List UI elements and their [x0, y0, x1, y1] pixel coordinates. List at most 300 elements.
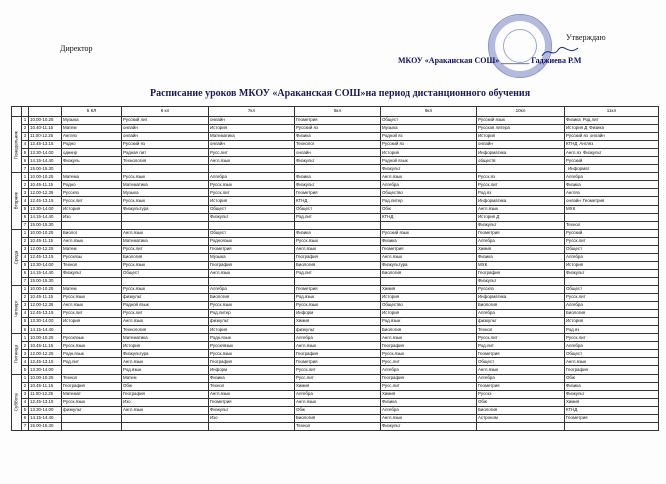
- lesson-cell: Физика: [565, 382, 659, 390]
- lesson-cell: Русск.язык: [295, 302, 381, 310]
- lesson-cell: физкульт: [209, 318, 295, 326]
- lesson-cell: [565, 213, 659, 221]
- lesson-cell: [62, 422, 122, 430]
- lesson-cell: [62, 414, 122, 422]
- lesson-time: 10.00-10.25: [29, 285, 62, 293]
- lesson-cell: Технол: [62, 261, 122, 269]
- lesson-time: 12.45-13.15: [29, 141, 62, 149]
- lesson-number: 1: [22, 117, 29, 125]
- lesson-cell: Общест: [209, 205, 295, 213]
- lesson-cell: Русск.язык: [209, 181, 295, 189]
- lesson-cell: Информатика: [477, 149, 565, 157]
- page-title: Расписание уроков МКОУ «Араканская СОШ»на период дистанционного обучения: [150, 88, 531, 99]
- lesson-cell: Русск.язык: [381, 350, 477, 358]
- lesson-time: 14.15-14.40: [29, 414, 62, 422]
- lesson-cell: Обж: [477, 398, 565, 406]
- lesson-cell-part: Информат: [568, 165, 590, 171]
- table-row: [12, 326, 659, 334]
- lesson-cell: Технология: [122, 326, 209, 334]
- lesson-cell: Музыка: [381, 125, 477, 133]
- lesson-cell: [477, 422, 565, 430]
- lesson-cell: Англ.язык: [477, 205, 565, 213]
- lesson-cell: [209, 422, 295, 430]
- lesson-cell: Химия: [381, 285, 477, 293]
- lesson-number: 6: [22, 157, 29, 165]
- table-row: [12, 157, 659, 165]
- lesson-cell: Физкульт: [381, 422, 477, 430]
- lesson-number: 3: [22, 350, 29, 358]
- lesson-cell: Русс.лит: [295, 374, 381, 382]
- lesson-cell: Русский яз: [295, 125, 381, 133]
- lesson-number: 3: [22, 189, 29, 197]
- lesson-cell: История: [381, 149, 477, 157]
- table-row: [12, 189, 659, 197]
- lesson-cell: Технолог: [295, 141, 381, 149]
- lesson-time: 11.00-12.25: [29, 390, 62, 398]
- lesson-cell: География: [62, 382, 122, 390]
- lesson-cell: Род.лит: [295, 213, 381, 221]
- lesson-cell: Физкульт: [381, 165, 477, 173]
- lesson-time: 12.00-12.35: [29, 189, 62, 197]
- lesson-cell: онлайн: [209, 117, 295, 125]
- lesson-number: 6: [22, 269, 29, 277]
- lesson-cell: [122, 165, 209, 173]
- lesson-cell-part: Русский яз: [566, 133, 588, 139]
- lesson-cell: [477, 165, 565, 173]
- lesson-cell: Русск.язык: [122, 197, 209, 205]
- lesson-cell: География: [381, 342, 477, 350]
- lesson-cell: [565, 277, 659, 285]
- lesson-number: 7: [22, 422, 29, 430]
- lesson-number: 5: [22, 318, 29, 326]
- lesson-time: 13.30-14.00: [29, 205, 62, 213]
- lesson-cell: Англ.язык: [381, 334, 477, 342]
- lesson-cell: Матем: [62, 125, 122, 133]
- lesson-number: 5: [22, 406, 29, 414]
- lesson-time: 13.30-14.00: [29, 149, 62, 157]
- lesson-cell: Информатика: [477, 197, 565, 205]
- lesson-number: 4: [22, 358, 29, 366]
- table-row: [12, 366, 659, 374]
- lesson-cell: Англ.язык: [381, 173, 477, 181]
- column-header: 10кл: [477, 107, 565, 117]
- lesson-cell: География: [477, 269, 565, 277]
- lesson-cell: Англ.язык: [295, 245, 381, 253]
- lesson-cell-part: История Д: [566, 125, 588, 131]
- table-row: [12, 406, 659, 414]
- lesson-cell: Русск.язык: [122, 285, 209, 293]
- lesson-time: 12.00-12.25: [29, 350, 62, 358]
- lesson-cell: Родной язык: [381, 157, 477, 165]
- table-row: [12, 141, 659, 149]
- lesson-time: 12.45-13.15: [29, 358, 62, 366]
- lesson-cell: [122, 414, 209, 422]
- lesson-cell: Геометрия: [295, 189, 381, 197]
- lesson-cell: Общество: [381, 302, 477, 310]
- day-label: Суббота: [12, 374, 22, 430]
- lesson-time: 15.00-15.30: [29, 165, 62, 173]
- lesson-cell: [122, 213, 209, 221]
- lesson-cell: География: [565, 366, 659, 374]
- lesson-cell: Матем: [62, 285, 122, 293]
- table-row: [12, 318, 659, 326]
- lesson-cell: Химия: [477, 245, 565, 253]
- lesson-cell: физкульт: [122, 294, 209, 302]
- lesson-time: 12.00-12.35: [29, 302, 62, 310]
- lesson-cell: [209, 277, 295, 285]
- lesson-cell: География: [122, 390, 209, 398]
- lesson-cell: Технология: [122, 157, 209, 165]
- table-row: [12, 213, 659, 221]
- lesson-cell-part: Род.лит: [582, 117, 599, 123]
- lesson-cell: История: [477, 133, 565, 141]
- lesson-cell: Русск.лит: [122, 310, 209, 318]
- lesson-cell: [62, 165, 122, 173]
- lesson-cell: История: [122, 342, 209, 350]
- lesson-cell: История: [565, 318, 659, 326]
- lesson-time: 11.00-12.25: [29, 133, 62, 141]
- lesson-cell: Биология: [295, 414, 381, 422]
- lesson-cell: Англ.язык: [565, 358, 659, 366]
- lesson-cell: Русскязы: [62, 253, 122, 261]
- lesson-time: 10.45-11.15: [29, 294, 62, 302]
- lesson-number: 5: [22, 149, 29, 157]
- lesson-time: 12.45-13.15: [29, 253, 62, 261]
- lesson-cell: МХК: [565, 205, 659, 213]
- lesson-cell: Общест: [209, 229, 295, 237]
- lesson-cell: Биология: [565, 310, 659, 318]
- lesson-cell: Общест: [565, 350, 659, 358]
- lesson-cell: Музыка: [62, 117, 122, 125]
- lesson-cell: Физкульт: [209, 213, 295, 221]
- lesson-number: 4: [22, 398, 29, 406]
- lesson-cell: Физкульт: [565, 269, 659, 277]
- lesson-cell: [62, 326, 122, 334]
- lesson-cell: История: [381, 294, 477, 302]
- lesson-cell: Род.литер: [381, 197, 477, 205]
- lesson-cell: Геометрия: [477, 350, 565, 358]
- day-label: Среда: [12, 229, 22, 285]
- lesson-cell: Русск.яз: [477, 173, 565, 181]
- lesson-cell: Англ.язык: [209, 269, 295, 277]
- lesson-cell-part: КТНД: [566, 141, 578, 147]
- lesson-cell: Физика: [209, 374, 295, 382]
- lesson-cell: Англ.язык: [381, 414, 477, 422]
- lesson-cell: Русск.язык: [62, 294, 122, 302]
- lesson-cell: Физика: [565, 181, 659, 189]
- lesson-cell: Изо: [62, 213, 122, 221]
- lesson-cell: Англ.язык: [295, 342, 381, 350]
- lesson-number: 6: [22, 414, 29, 422]
- table-row: [12, 253, 659, 261]
- column-header: 7кл: [209, 107, 295, 117]
- lesson-cell: Алгебра: [565, 302, 659, 310]
- column-header: 5 КЛ: [62, 107, 122, 117]
- lesson-number: 3: [22, 133, 29, 141]
- lesson-cell: КТНД: [565, 406, 659, 414]
- lesson-cell: онлайн: [477, 141, 565, 149]
- lesson-time: 10.00-10.25: [29, 334, 62, 342]
- lesson-cell: Родно: [62, 141, 122, 149]
- header-blank: [29, 107, 62, 117]
- lesson-cell: Общест: [477, 358, 565, 366]
- table-row: [12, 398, 659, 406]
- timetable: [11, 106, 659, 431]
- table-row: [12, 245, 659, 253]
- lesson-number: 4: [22, 310, 29, 318]
- lesson-cell: Родной яз: [381, 133, 477, 141]
- table-row: [12, 173, 659, 181]
- lesson-cell: География: [295, 350, 381, 358]
- lesson-cell: Род.лит: [295, 269, 381, 277]
- lesson-cell: Алгебра: [295, 334, 381, 342]
- lesson-cell: Род.лит: [477, 342, 565, 350]
- lesson-number: 6: [22, 213, 29, 221]
- lesson-cell: Род.язык: [381, 318, 477, 326]
- lesson-cell: Русск.лит: [565, 237, 659, 245]
- lesson-cell: Англ.язык: [381, 253, 477, 261]
- lesson-number: 2: [22, 294, 29, 302]
- lesson-cell: Англ.язык: [122, 229, 209, 237]
- lesson-cell: География: [381, 374, 477, 382]
- lesson-cell: Русская литера: [477, 125, 565, 133]
- lesson-time: 15.00-15.30: [29, 221, 62, 229]
- lesson-cell: Технол: [209, 382, 295, 390]
- lesson-cell: Русск.лит: [295, 366, 381, 374]
- lesson-cell: Геометрия: [381, 245, 477, 253]
- lesson-cell: Химия: [565, 398, 659, 406]
- school-director-line: МКОУ «Араканская СОШ» _______ Гаджиева Р.М: [398, 56, 582, 65]
- lesson-number: 4: [22, 197, 29, 205]
- lesson-cell: Англ.язык: [62, 237, 122, 245]
- lesson-cell: География: [295, 253, 381, 261]
- lesson-number: 3: [22, 390, 29, 398]
- lesson-cell: Биология: [381, 269, 477, 277]
- timetable-body: [12, 117, 659, 431]
- lesson-cell: Обж: [381, 205, 477, 213]
- lesson-cell: обществ: [477, 157, 565, 165]
- lesson-cell: Алгебра: [565, 342, 659, 350]
- lesson-cell: [295, 165, 381, 173]
- lesson-cell: История: [209, 197, 295, 205]
- lesson-cell-part: онлайн: [589, 133, 605, 139]
- table-row: [12, 334, 659, 342]
- lesson-time: 15.00-15.30: [29, 422, 62, 430]
- lesson-number: 2: [22, 125, 29, 133]
- lesson-cell: онлайн: [122, 133, 209, 141]
- lesson-cell: Физкульт: [565, 390, 659, 398]
- lesson-time: 10.00-10.25: [29, 117, 62, 125]
- lesson-cell: Физика: [477, 253, 565, 261]
- lesson-cell: Биолог: [62, 229, 122, 237]
- column-header: 6 кл: [122, 107, 209, 117]
- table-row: [12, 350, 659, 358]
- lesson-number: 2: [22, 237, 29, 245]
- lesson-cell: Русск.язык: [122, 173, 209, 181]
- lesson-cell: Англяз: [565, 189, 659, 197]
- lesson-number: 2: [22, 181, 29, 189]
- lesson-cell: Русскяз: [62, 189, 122, 197]
- lesson-cell: Родной язык: [122, 302, 209, 310]
- lesson-cell: Русск.лит: [62, 197, 122, 205]
- lesson-cell: Русский: [565, 229, 659, 237]
- lesson-cell: Алгебра: [565, 253, 659, 261]
- table-row: [12, 133, 659, 141]
- lesson-cell: Геометрия: [209, 245, 295, 253]
- lesson-cell: Биология: [381, 326, 477, 334]
- lesson-cell: Технол: [565, 221, 659, 229]
- lesson-time: 12.45-13.15: [29, 310, 62, 318]
- lesson-cell: История: [381, 310, 477, 318]
- lesson-cell: Род.язык: [295, 294, 381, 302]
- lesson-cell: Англ.язык: [62, 302, 122, 310]
- lesson-cell: Родн.язык: [209, 334, 295, 342]
- lesson-cell: Технол: [295, 422, 381, 430]
- lesson-cell: Геометрия: [295, 285, 381, 293]
- lesson-cell-part: Физика: [566, 117, 581, 123]
- lesson-cell: Общест: [565, 245, 659, 253]
- lesson-cell: Англяз: [62, 133, 122, 141]
- lesson-cell: Русск.язык: [209, 350, 295, 358]
- lesson-cell: Русскз: [477, 390, 565, 398]
- lesson-cell: Русский лит: [122, 117, 209, 125]
- lesson-number: 6: [22, 326, 29, 334]
- lesson-time: 14.15-14.40: [29, 269, 62, 277]
- day-label: Четверг: [12, 285, 22, 333]
- lesson-cell: [381, 221, 477, 229]
- lesson-cell: Общест: [122, 269, 209, 277]
- lesson-cell: [295, 221, 381, 229]
- lesson-cell: Русскяз: [477, 285, 565, 293]
- lesson-cell: Англ.язык: [122, 358, 209, 366]
- lesson-cell: Русск.лит: [209, 189, 295, 197]
- lesson-cell: [62, 366, 122, 374]
- lesson-cell: Информ: [209, 366, 295, 374]
- lesson-cell: Информ: [295, 310, 381, 318]
- lesson-cell: [209, 165, 295, 173]
- lesson-time: 13.30-14.00: [29, 406, 62, 414]
- lesson-time: 14.15-14.40: [29, 157, 62, 165]
- lesson-cell: Англ.язык: [295, 398, 381, 406]
- lesson-cell: онлайн: [295, 149, 381, 157]
- lesson-cell: Англ.язык: [209, 390, 295, 398]
- lesson-cell: Русский язык: [381, 229, 477, 237]
- lesson-time: 10.45-11.15: [29, 342, 62, 350]
- lesson-cell: Математика: [122, 181, 209, 189]
- lesson-cell: Технол: [62, 374, 122, 382]
- lesson-cell: однкнр: [62, 149, 122, 157]
- lesson-cell: Общест: [295, 205, 381, 213]
- approved-label: Утверждаю: [566, 33, 606, 42]
- lesson-cell: Русск.язык: [122, 261, 209, 269]
- lesson-cell: Музыка: [209, 253, 295, 261]
- lesson-cell: Геометрия: [477, 229, 565, 237]
- lesson-cell: Биология: [209, 294, 295, 302]
- lesson-number: 1: [22, 285, 29, 293]
- table-row: [12, 237, 659, 245]
- lesson-cell: Физкультура: [122, 350, 209, 358]
- lesson-number: 3: [22, 245, 29, 253]
- lesson-cell: Обж: [565, 374, 659, 382]
- lesson-cell: Физика: [295, 229, 381, 237]
- lesson-cell: Технол: [477, 326, 565, 334]
- table-row: [12, 221, 659, 229]
- table-row: [12, 358, 659, 366]
- lesson-cell: Русский яз: [381, 141, 477, 149]
- table-row: [12, 261, 659, 269]
- lesson-cell: История: [209, 125, 295, 133]
- table-row: [12, 277, 659, 285]
- table-row: [12, 374, 659, 382]
- lesson-cell: Род.литер: [209, 310, 295, 318]
- lesson-time: 14.15-14.40: [29, 213, 62, 221]
- lesson-cell: Русск.лит: [122, 245, 209, 253]
- lesson-cell: Обж: [295, 406, 381, 414]
- lesson-cell: Русск.лит: [477, 181, 565, 189]
- lesson-cell: Алгебра: [381, 406, 477, 414]
- lesson-cell: Алгебра: [209, 285, 295, 293]
- lesson-cell: Физкультура: [122, 205, 209, 213]
- lesson-number: 3: [22, 302, 29, 310]
- lesson-cell: Геометрия: [477, 382, 565, 390]
- lesson-cell: Родн.язык: [62, 350, 122, 358]
- lesson-time: 12.45-13.15: [29, 197, 62, 205]
- lesson-time: 10.45-11.15: [29, 237, 62, 245]
- lesson-cell: [565, 141, 659, 149]
- lesson-time: 10.00-10.25: [29, 173, 62, 181]
- lesson-cell: Алгебра: [477, 310, 565, 318]
- day-label: Вторник: [12, 173, 22, 229]
- lesson-number: 7: [22, 277, 29, 285]
- lesson-cell: [565, 125, 659, 133]
- lesson-cell: Русск.язык: [62, 398, 122, 406]
- table-row: [12, 197, 659, 205]
- lesson-cell: Геометрия: [295, 117, 381, 125]
- column-header: 11кл: [565, 107, 659, 117]
- lesson-cell: Матема: [62, 173, 122, 181]
- lesson-cell: Обж: [122, 382, 209, 390]
- lesson-cell: Матем: [62, 245, 122, 253]
- lesson-cell: История Д: [477, 213, 565, 221]
- lesson-cell: Русс.лит: [381, 358, 477, 366]
- lesson-cell: физкульт: [477, 318, 565, 326]
- lesson-cell: МХК: [477, 261, 565, 269]
- director-label: Директор: [60, 44, 93, 53]
- lesson-cell: Русск.лит: [477, 334, 565, 342]
- lesson-cell: Алгебра: [381, 181, 477, 189]
- day-label: Пятница: [12, 334, 22, 374]
- lesson-cell: Англ.язык: [209, 157, 295, 165]
- table-row: [12, 342, 659, 350]
- lesson-cell: Физкульт: [209, 406, 295, 414]
- lesson-cell: Геометрия: [209, 398, 295, 406]
- lesson-cell: Физкульт: [295, 157, 381, 165]
- table-row: [12, 422, 659, 430]
- lesson-time: 13.30-14.00: [29, 366, 62, 374]
- lesson-cell: Род.яз: [477, 189, 565, 197]
- lesson-cell: Математ: [62, 390, 122, 398]
- table-row: [12, 205, 659, 213]
- table-row: [12, 294, 659, 302]
- lesson-cell: КТНД: [295, 197, 381, 205]
- lesson-cell: Физкуль: [62, 157, 122, 165]
- lesson-cell: Физкульт: [477, 221, 565, 229]
- lesson-number: 1: [22, 229, 29, 237]
- lesson-cell: Русский язык: [477, 117, 565, 125]
- lesson-cell: География: [209, 261, 295, 269]
- lesson-cell: Физкульт: [295, 181, 381, 189]
- lesson-cell: Геометрия: [565, 414, 659, 422]
